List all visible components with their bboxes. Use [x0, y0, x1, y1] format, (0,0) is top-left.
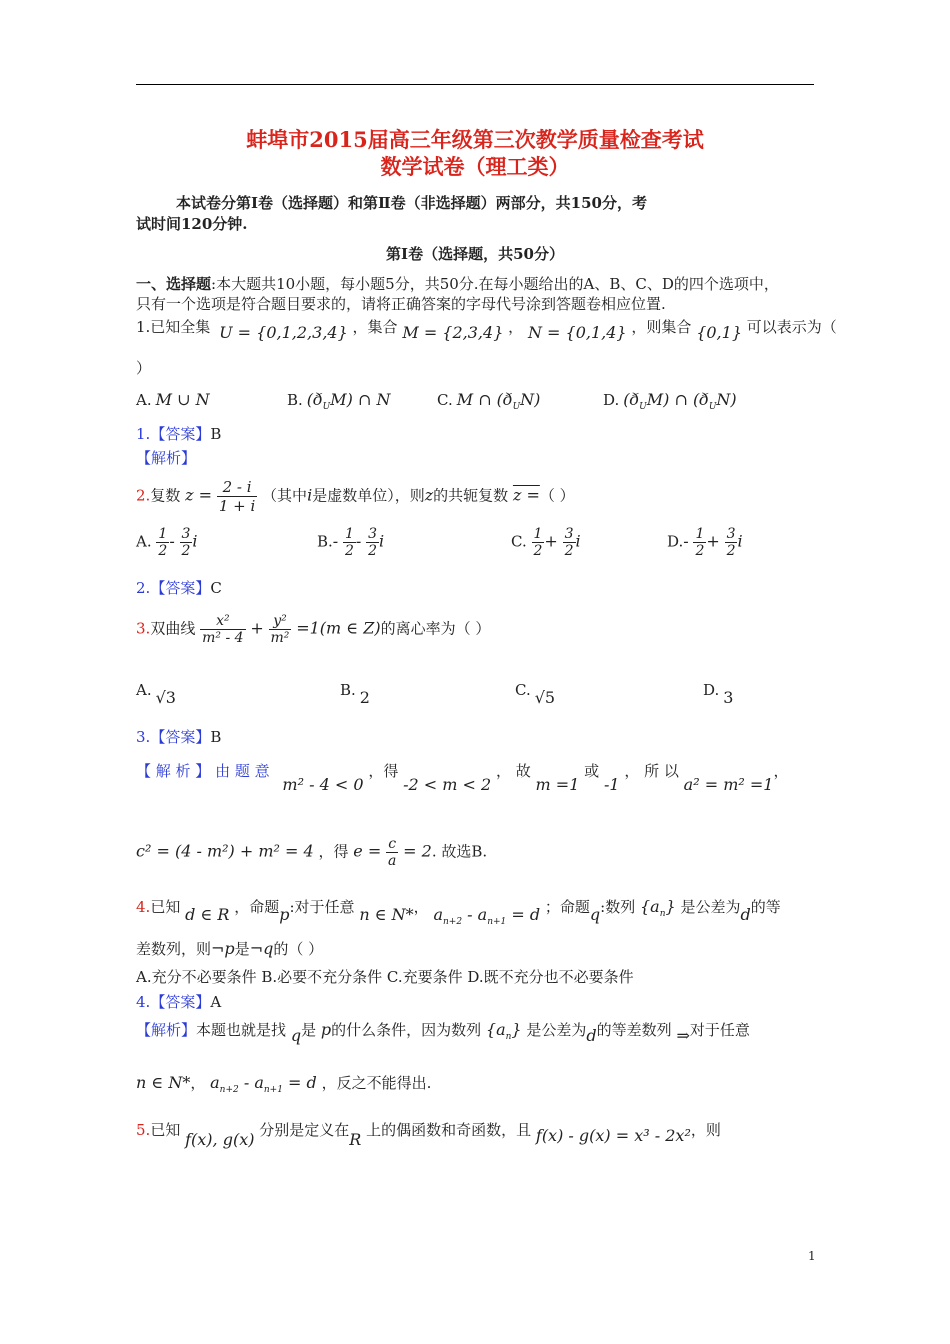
q3-option-d[interactable]: D. 3 — [703, 681, 734, 707]
q1-target-set: {0,1} — [696, 323, 742, 342]
instructions-line-2: 只有一个选项是符合题目要求的，请将正确答案的字母代号涂到答题卷相应位置. — [136, 295, 666, 313]
q2-option-d[interactable]: D.- $\frac{1}{2}$ + $\frac{3}{2}$ i — [667, 526, 743, 559]
q3-option-b[interactable]: B. 2 — [340, 681, 370, 707]
q2-stem: 2.复数 z = $\frac{2 - i}{1 + i}$ （其中i是虚数单位），则z的共轭复数 z =（ ） — [136, 478, 575, 515]
q3-analysis-line-2: c² = (4 - m²) + m² = 4 ，得 e = $\frac{c}{a}$ = 2. 故选B. — [136, 836, 488, 869]
q1-paren-close: ） — [136, 359, 152, 377]
instructions-line-1: 一、选择题:本大题共10小题，每小题5分，共50分.在每小题给出的A、B、C、D的四个选项中， — [136, 275, 779, 293]
q1-stem: 1.已知全集 U = {0,1,2,3,4} ，集合 M = {2,3,4} ， N = {0,1,4} ，则集合 {0,1} 可以表示为（ — [136, 318, 837, 342]
section-title: 第Ⅰ卷（选择题，共50分） — [386, 245, 564, 263]
q4-stem-line-2: 差数列，则¬p是¬q的（ ） — [136, 939, 324, 958]
exam-subtitle: 数学试卷（理工类） — [380, 154, 570, 179]
q3-option-c[interactable]: C. √5 — [515, 681, 556, 707]
q1-option-b[interactable]: B. $(ð_UM)$ ∩ N — [287, 390, 391, 412]
q1-set-m: M = {2,3,4} — [402, 323, 504, 342]
q3-analysis-line-1: 【 解 析 】 由 题 意 m² - 4 < 0 ，得 -2 < m < 2 ， 故 m =1 或 -1 ， 所 以 a² = m² =1， — [136, 762, 789, 794]
q4-analysis-line-1: 【解析】本题也就是找 q是 p的什么条件，因为数列 $\{a_n\}$ 是公差为d的等差数列 ⇒对于任意 — [136, 1020, 750, 1045]
q1-option-a[interactable]: A. M ∪ N — [136, 390, 210, 409]
q1-option-d[interactable]: D. $(ð_UM)$ ∩ $(ð_UN)$ — [603, 390, 737, 412]
q2-option-b[interactable]: B.- $\frac{1}{2}$ - $\frac{3}{2}$ i — [317, 526, 385, 559]
intro-line-2: 试时间120分钟. — [136, 215, 248, 233]
q4-analysis-line-2: n ∈ N*， $a_{n+2} - a_{n+1} = d$ ，反之不能得出. — [136, 1073, 432, 1096]
header-rule — [136, 84, 814, 85]
q4-stem-line-1: 4.已知 d ∈ R ，命题p:对于任意 n ∈ N*， $a_{n+2} - a_{n+1} = d$ ；命题q:数列 $\{a_n\}$ 是公差为d的等 — [136, 897, 781, 928]
q4-options[interactable]: A.充分不必要条件 B.必要不充分条件 C.充要条件 D.既不充分也不必要条件 — [136, 968, 634, 986]
q1-set-u: U = {0,1,2,3,4} — [219, 323, 348, 342]
q3-stem: 3.双曲线 $\frac{\text{x²}}{\text{m² - 4}}$ + $\frac{\text{y²}}{\text{m²}}$ =1(m ∈ Z)的离心率为（ ） — [136, 613, 491, 646]
q1-set-n: N = {0,1,4} — [527, 323, 627, 342]
q4-answer: 4.【答案】A — [136, 993, 222, 1011]
q2-answer: 2.【答案】C — [136, 579, 222, 597]
q1-answer: 1.【答案】B — [136, 425, 222, 443]
intro-line-1: 本试卷分第Ⅰ卷（选择题）和第Ⅱ卷（非选择题）两部分，共150分，考 — [176, 194, 647, 212]
q2-option-c[interactable]: C. $\frac{1}{2}$ + $\frac{3}{2}$ i — [511, 526, 581, 559]
q3-option-a[interactable]: A. √3 — [136, 681, 176, 707]
page-number: 1 — [808, 1249, 816, 1263]
q3-answer: 3.【答案】B — [136, 728, 222, 746]
q5-stem: 5.已知 f(x), g(x) 分别是定义在R 上的偶函数和奇函数，且 f(x) - g(x) = x³ - 2x²，则 — [136, 1121, 721, 1149]
instructions-label: 一、选择题 — [136, 275, 212, 293]
q1-analysis-label: 【解析】 — [136, 449, 197, 467]
q2-option-a[interactable]: A. $\frac{1}{2}$ - $\frac{3}{2}$ i — [136, 526, 198, 559]
exam-title: 蚌埠市2015届高三年级第三次教学质量检查考试 — [246, 127, 704, 152]
q1-option-c[interactable]: C. M ∩ $(ð_UN)$ — [437, 390, 541, 412]
